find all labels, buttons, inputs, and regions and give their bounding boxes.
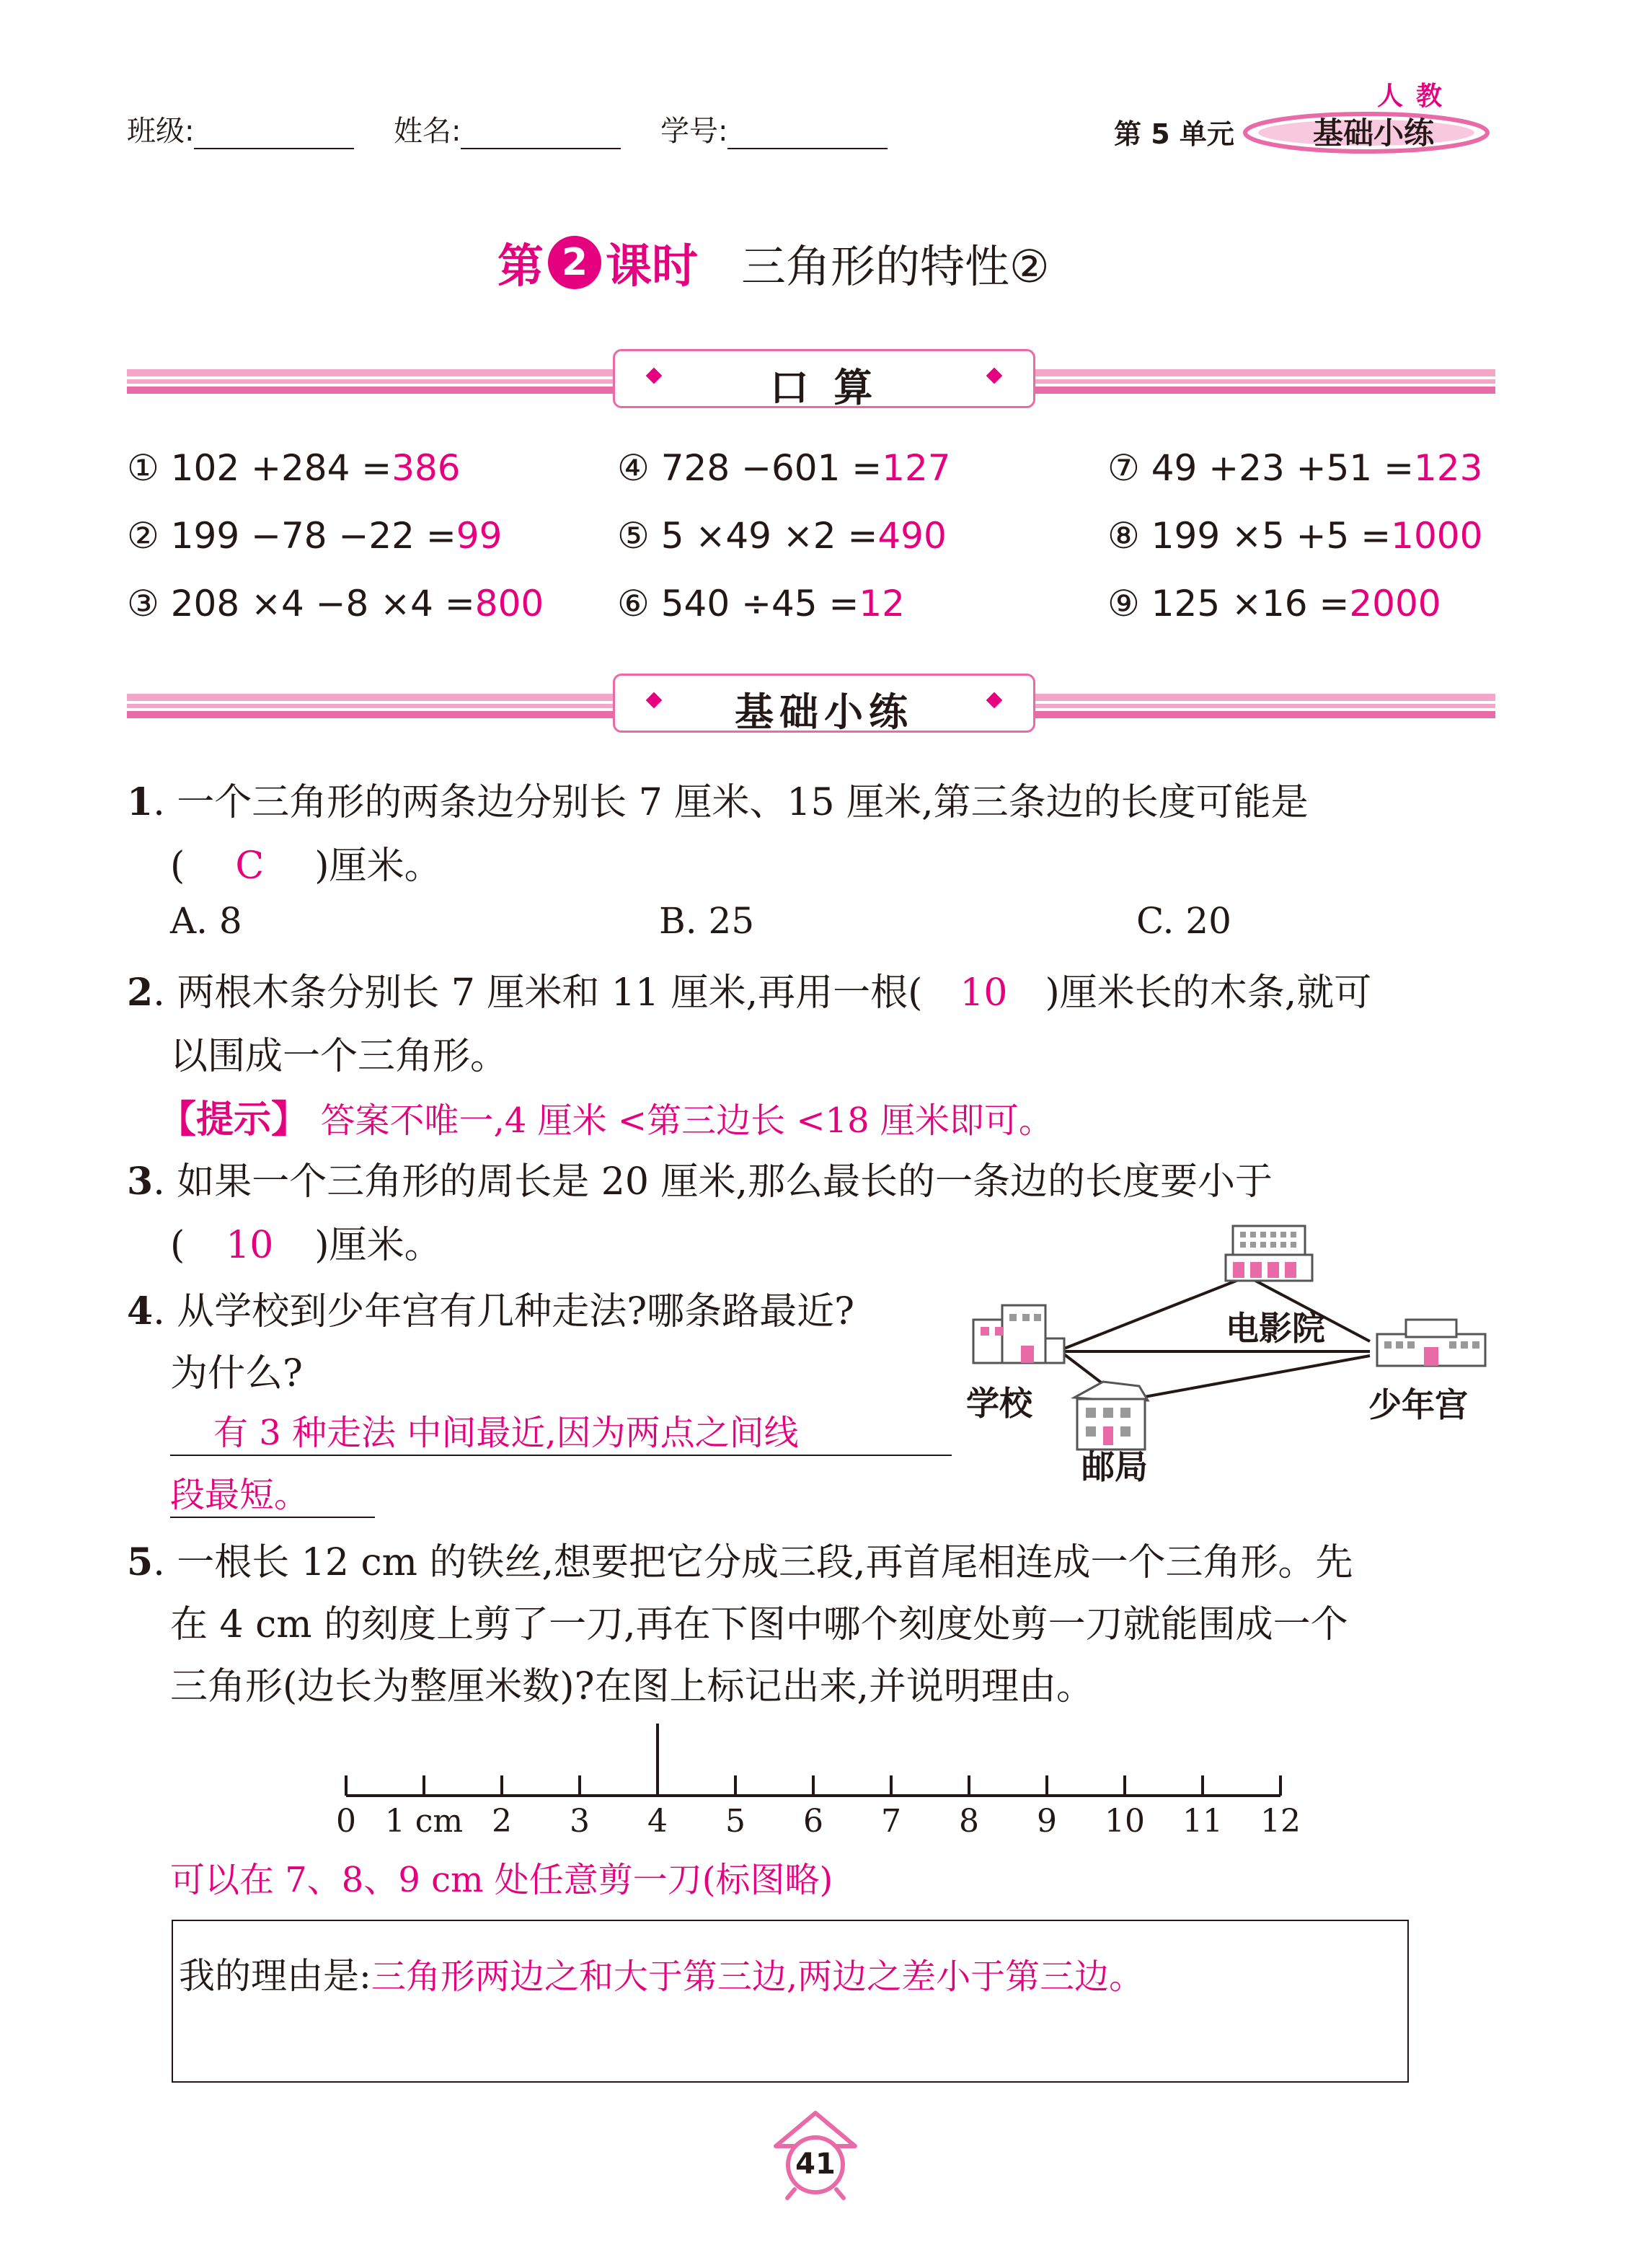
unit-label: 第 5 单元 (1114, 118, 1234, 150)
reason-label: 我的理由是: (179, 1955, 371, 1997)
oral-item-7: ⑦ 49 +23 +51 =123 (1107, 447, 1483, 489)
cinema-building-icon (1226, 1226, 1312, 1281)
ruler-label: 1 cm (384, 1803, 464, 1840)
oral-item-1: ① 102 +284 =386 (127, 447, 461, 489)
q1-answer-line: ( C )厘米。 (170, 844, 442, 888)
map-label-post-office: 邮局 (1081, 1447, 1148, 1486)
reason-line (179, 1947, 1143, 1999)
ruler[interactable] (317, 1716, 1312, 1817)
q2-hint (159, 1089, 1053, 1143)
q5-answer[interactable]: 可以在 7、8、9 cm 处任意剪一刀(标图略) (170, 1860, 833, 1900)
ruler-label: 0 (336, 1803, 356, 1840)
ruler-label: 5 (725, 1803, 746, 1840)
q3-text: 3. 如果一个三角形的周长是 20 厘米,那么最长的一条边的长度要小于 (127, 1160, 1273, 1204)
map-label-youth-palace: 少年宫 (1368, 1385, 1468, 1424)
q5-text-line2: 在 4 cm 的刻度上剪了一刀,再在下图中哪个刻度处剪一刀就能围成一个 (170, 1603, 1348, 1646)
map-label-cinema: 电影院 (1226, 1309, 1325, 1348)
ruler-labels (317, 1803, 1312, 1846)
ruler-label: 4 (647, 1803, 668, 1840)
lesson-prefix: 第 (497, 240, 544, 294)
map-label-school: 学校 (966, 1384, 1032, 1423)
oral-item-4: ④ 728 −601 =127 (617, 447, 951, 489)
q5-text: 5. 一根长 12 cm 的铁丝,想要把它分成三段,再首尾相连成一个三角形。先 (127, 1540, 1353, 1584)
student-no-field (660, 108, 888, 149)
ruler-label: 3 (570, 1803, 590, 1840)
ruler-label: 7 (881, 1803, 901, 1840)
hint-tag: 【提示】 (159, 1098, 309, 1142)
class-blank[interactable] (194, 123, 354, 149)
q4-text: 4. 从学校到少年宫有几种走法?哪条路最近? (127, 1289, 855, 1333)
oral-item-6: ⑥ 540 ÷45 =12 (617, 583, 905, 625)
oral-item-2: ② 199 −78 −22 =99 (127, 515, 503, 557)
q1-answer[interactable]: C (235, 844, 265, 888)
series-label: 基础小练 (1312, 115, 1434, 151)
q1-option-b[interactable]: B. 25 (659, 900, 755, 942)
q3-answer-line: ( 10 )厘米。 (170, 1224, 442, 1267)
q5-text-line3: 三角形(边长为整厘米数)?在图上标记出来,并说明理由。 (170, 1665, 1094, 1708)
oral-item-3: ③ 208 ×4 −8 ×4 =800 (127, 583, 544, 625)
youth-palace-building-icon (1377, 1320, 1485, 1366)
class-label: 班级: (127, 115, 195, 148)
name-blank[interactable] (461, 123, 621, 149)
q1-text: 1. 一个三角形的两条边分别长 7 厘米、15 厘米,第三条边的长度可能是 (127, 780, 1309, 824)
q3-answer[interactable]: 10 (226, 1224, 274, 1267)
ruler-label: 8 (959, 1803, 979, 1840)
reason-box[interactable] (172, 1920, 1409, 2083)
basic-section-header (613, 674, 1035, 733)
class-field (127, 108, 354, 149)
lesson-suffix: 课时 (606, 240, 698, 294)
q4-text-line2: 为什么? (170, 1352, 303, 1395)
ruler-label: 9 (1037, 1803, 1057, 1840)
q2-text: 2. 两根木条分别长 7 厘米和 11 厘米,再用一根( 10 )厘米长的木条,就可 (127, 971, 1372, 1015)
oral-item-9: ⑨ 125 ×16 =2000 (1107, 583, 1441, 625)
ruler-label: 2 (492, 1803, 512, 1840)
hint-text: 答案不唯一,4 厘米 <第三边长 <18 厘米即可。 (320, 1100, 1053, 1141)
road-via-cinema-1 (1064, 1276, 1247, 1349)
q2-answer[interactable]: 10 (960, 971, 1008, 1015)
student-no-label: 学号: (660, 115, 728, 148)
lesson-topic: 三角形的特性② (741, 239, 1050, 293)
ruler-label: 11 (1182, 1803, 1223, 1840)
q4-answer-line1[interactable]: 有 3 种走法 中间最近,因为两点之间线 (170, 1405, 952, 1456)
ruler-label: 12 (1260, 1803, 1301, 1840)
name-label: 姓名: (394, 115, 461, 148)
reason-text[interactable]: 三角形两边之和大于第三边,两边之差小于第三边。 (371, 1956, 1144, 1997)
school-building-icon (973, 1305, 1064, 1363)
q4-answer-line2[interactable]: 段最短。 (170, 1467, 375, 1518)
post-office-building-icon (1074, 1382, 1148, 1450)
student-no-blank[interactable] (727, 123, 888, 149)
oral-item-8: ⑧ 199 ×5 +5 =1000 (1107, 515, 1483, 557)
publisher-label: 人教 (1377, 81, 1456, 111)
oral-item-5: ⑤ 5 ×49 ×2 =490 (617, 515, 947, 557)
q2-text-line2: 以围成一个三角形。 (170, 1035, 508, 1078)
road-via-post-2 (1125, 1356, 1370, 1400)
q1-option-a[interactable]: A. 8 (170, 900, 242, 942)
q1-option-c[interactable]: C. 20 (1136, 900, 1231, 942)
name-field (394, 108, 621, 149)
page-number: 41 (795, 2148, 836, 2181)
lesson-title (497, 229, 1050, 294)
ruler-label: 6 (803, 1803, 823, 1840)
lesson-number: 2 (548, 236, 601, 289)
basic-section-title: 基础小练 (735, 689, 913, 735)
oral-section-title: 口 算 (769, 365, 879, 410)
oral-section-header (613, 349, 1035, 408)
ruler-label: 10 (1105, 1803, 1145, 1840)
